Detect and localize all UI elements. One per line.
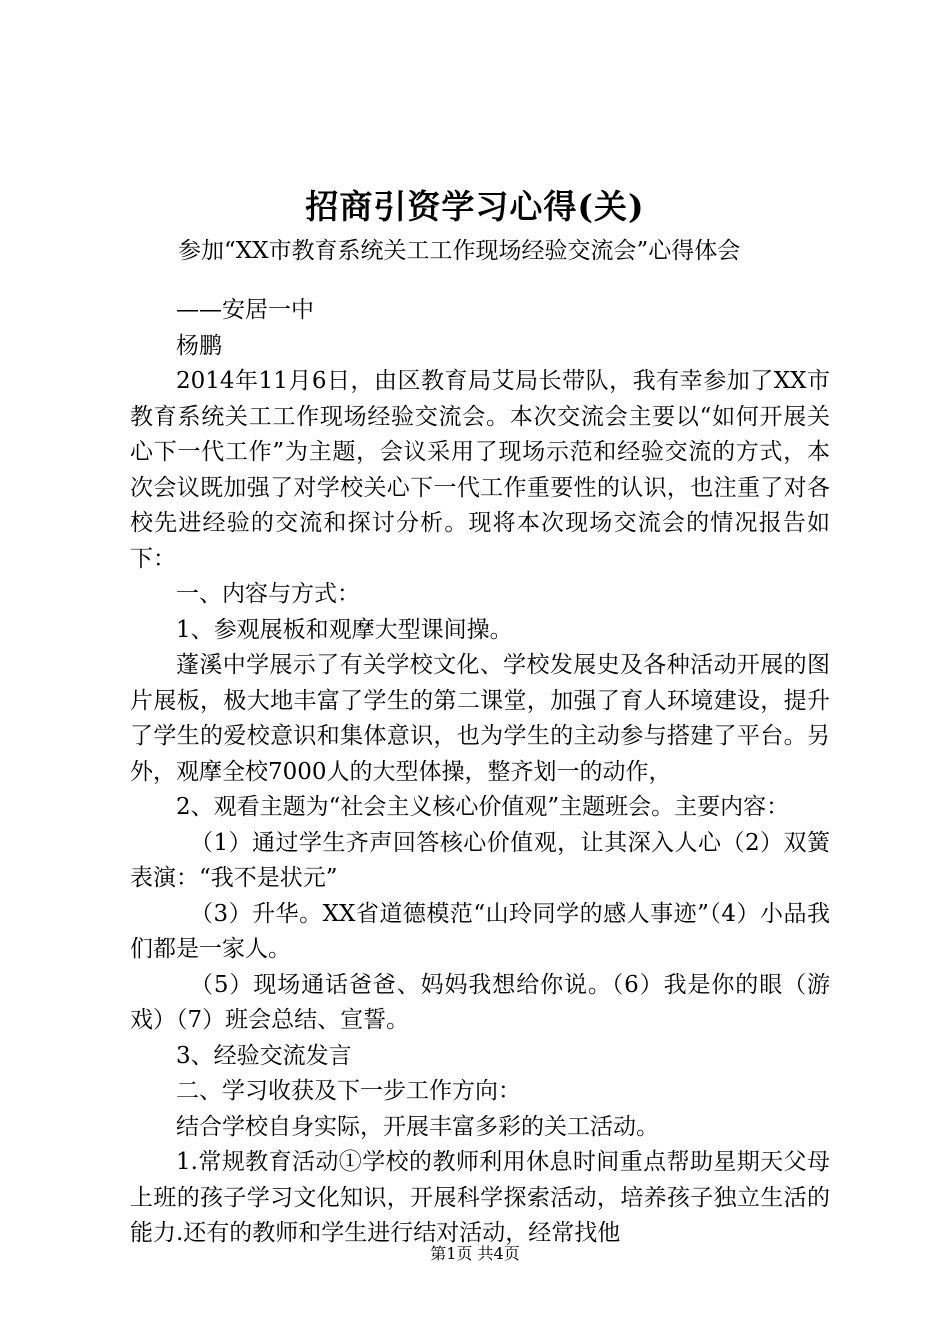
item-heading-2: 2、观看主题为“社会主义核心价值观”主题班会。主要内容：: [176, 794, 790, 820]
sub-items-1-2: （1）通过学生齐声回答核心价值观，让其深入人心（2）双簧表演：“我不是状元”: [130, 829, 830, 891]
section-heading-content: 一、内容与方式：: [176, 581, 360, 607]
author-name: 杨鹏: [176, 332, 222, 359]
intro-paragraph: 2014年11月6日，由区教育局艾局长带队，我有幸参加了XX市教育系统关工工作现场经验交流会。本次交流会主要以“如何开展关心下一代工作”为主题，会议采用了现场示范和经验交流的方式，本次会议既加强了对学校关心下一代工作重要性的认识，也注重了对各校先进经验的交流和探讨分析。现将本次现场交流会的情况报告如下：: [130, 368, 830, 572]
item-heading-3: 3、经验交流发言: [176, 1042, 352, 1069]
paragraph-routine-education: 1.常规教育活动①学校的教师利用休息时间重点帮助星期天父母上班的孩子学习文化知识，开展科学探索活动，培养孩子独立生活的能力.还有的教师和学生进行结对活动，经常找他: [130, 1149, 830, 1246]
item-heading-1: 1、参观展板和观摩大型课间操。: [176, 616, 513, 643]
document-subtitle: 参加“XX市教育系统关工工作现场经验交流会”心得体会: [178, 238, 741, 264]
paragraph-activities: 结合学校自身实际，开展丰富多彩的关工活动。: [176, 1113, 659, 1140]
author-school: ——安居一中: [176, 297, 314, 323]
document-body: [130, 293, 830, 1252]
section-heading-gains: 二、学习收获及下一步工作方向：: [176, 1078, 521, 1104]
document-title: 招商引资学习心得(关): [305, 187, 645, 226]
page-footer: 第1页 共4页: [430, 1244, 520, 1263]
sub-items-5-7: （5）现场通话爸爸、妈妈我想给你说。（6）我是你的眼（游戏）（7）班会总结、宣誓。: [130, 971, 830, 1033]
sub-items-3-4: （3）升华。XX省道德模范“山玲同学的感人事迹”（4）小品我们都是一家人。: [130, 900, 830, 962]
paragraph-exhibition: 蓬溪中学展示了有关学校文化、学校发展史及各种活动开展的图片展板，极大地丰富了学生的第二课堂，加强了育人环境建设，提升了学生的爱校意识和集体意识，也为学生的主动参与搭建了平台。另外，观摩全校7000人的大型体操，整齐划一的动作，: [130, 652, 830, 785]
